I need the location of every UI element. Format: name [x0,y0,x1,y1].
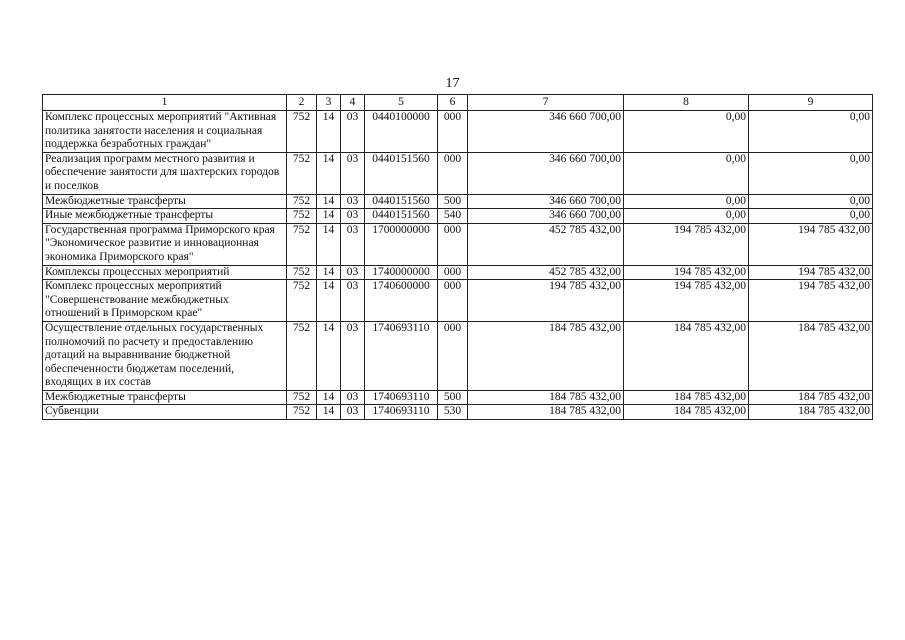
row-name: Межбюджетные трансферты [43,194,287,209]
cell-expense-type: 500 [438,390,468,405]
cell-target-item: 0440151560 [365,152,438,194]
cell-target-item: 1740693110 [365,321,438,390]
cell-amount-col8: 184 785 432,00 [624,390,749,405]
cell-target-item: 1740693110 [365,390,438,405]
column-header: 5 [365,95,438,111]
cell-ministry: 752 [287,209,317,224]
cell-subsection: 03 [341,405,365,420]
page-number: 17 [445,76,460,91]
cell-amount-col8: 0,00 [624,111,749,153]
cell-amount-col7: 346 660 700,00 [468,111,624,153]
cell-amount-col8: 0,00 [624,209,749,224]
cell-expense-type: 000 [438,223,468,265]
column-header: 4 [341,95,365,111]
row-name: Комплексы процессных мероприятий [43,265,287,280]
column-header: 9 [749,95,873,111]
cell-subsection: 03 [341,111,365,153]
cell-ministry: 752 [287,280,317,322]
cell-target-item: 1700000000 [365,223,438,265]
cell-expense-type: 000 [438,321,468,390]
cell-section: 14 [317,209,341,224]
cell-amount-col9: 0,00 [749,152,873,194]
row-name: Комплекс процессных мероприятий "Совершенствование межбюджетных отношений в Приморском крае" [43,280,287,322]
cell-amount-col8: 184 785 432,00 [624,405,749,420]
cell-section: 14 [317,321,341,390]
cell-subsection: 03 [341,152,365,194]
cell-ministry: 752 [287,405,317,420]
row-name: Субвенции [43,405,287,420]
cell-section: 14 [317,223,341,265]
row-name: Иные межбюджетные трансферты [43,209,287,224]
cell-target-item: 0440151560 [365,209,438,224]
column-header: 2 [287,95,317,111]
cell-amount-col8: 194 785 432,00 [624,280,749,322]
table-row [43,280,873,322]
column-header: 3 [317,95,341,111]
cell-section: 14 [317,405,341,420]
table-row [43,209,873,224]
cell-section: 14 [317,111,341,153]
cell-amount-col9: 0,00 [749,194,873,209]
column-header: 8 [624,95,749,111]
cell-amount-col9: 194 785 432,00 [749,265,873,280]
cell-amount-col7: 346 660 700,00 [468,194,624,209]
cell-amount-col8: 0,00 [624,152,749,194]
cell-expense-type: 000 [438,265,468,280]
cell-amount-col7: 346 660 700,00 [468,209,624,224]
table-body [43,111,873,420]
table-row [43,223,873,265]
cell-amount-col8: 0,00 [624,194,749,209]
cell-expense-type: 000 [438,280,468,322]
cell-amount-col9: 184 785 432,00 [749,321,873,390]
cell-amount-col8: 194 785 432,00 [624,223,749,265]
cell-amount-col7: 452 785 432,00 [468,223,624,265]
row-name: Государственная программа Приморского края "Экономическое развитие и инновационная экономика Приморского края" [43,223,287,265]
table-row [43,405,873,420]
cell-subsection: 03 [341,194,365,209]
cell-section: 14 [317,390,341,405]
table-row [43,321,873,390]
cell-expense-type: 500 [438,194,468,209]
cell-amount-col7: 184 785 432,00 [468,390,624,405]
cell-subsection: 03 [341,321,365,390]
cell-amount-col9: 184 785 432,00 [749,390,873,405]
row-name: Реализация программ местного развития и обеспечение занятости для шахтерских городов и поселков [43,152,287,194]
table-row [43,390,873,405]
header-row [43,95,873,111]
table-row [43,265,873,280]
row-name: Осуществление отдельных государственных полномочий по расчету и предоставлению дотаций на выравнивание бюджетной обеспеченности бюджетам поселений, входящих в их состав [43,321,287,390]
cell-amount-col9: 0,00 [749,111,873,153]
table-row [43,194,873,209]
cell-target-item: 0440100000 [365,111,438,153]
cell-subsection: 03 [341,209,365,224]
cell-section: 14 [317,280,341,322]
cell-expense-type: 530 [438,405,468,420]
cell-ministry: 752 [287,390,317,405]
cell-target-item: 1740000000 [365,265,438,280]
cell-amount-col7: 194 785 432,00 [468,280,624,322]
row-name: Межбюджетные трансферты [43,390,287,405]
cell-amount-col9: 194 785 432,00 [749,280,873,322]
cell-target-item: 0440151560 [365,194,438,209]
cell-amount-col9: 184 785 432,00 [749,405,873,420]
cell-target-item: 1740600000 [365,280,438,322]
cell-section: 14 [317,194,341,209]
column-header: 6 [438,95,468,111]
cell-ministry: 752 [287,321,317,390]
cell-expense-type: 540 [438,209,468,224]
cell-ministry: 752 [287,223,317,265]
cell-amount-col9: 0,00 [749,209,873,224]
cell-subsection: 03 [341,390,365,405]
cell-expense-type: 000 [438,152,468,194]
table-row [43,152,873,194]
cell-subsection: 03 [341,280,365,322]
column-header: 7 [468,95,624,111]
cell-subsection: 03 [341,265,365,280]
cell-subsection: 03 [341,223,365,265]
row-name: Комплекс процессных мероприятий "Активная политика занятости населения и социальная поддержка безработных граждан" [43,111,287,153]
column-header: 1 [43,95,287,111]
table-header [43,95,873,111]
cell-target-item: 1740693110 [365,405,438,420]
budget-table [42,94,873,420]
cell-amount-col7: 346 660 700,00 [468,152,624,194]
cell-section: 14 [317,152,341,194]
cell-expense-type: 000 [438,111,468,153]
cell-amount-col9: 194 785 432,00 [749,223,873,265]
cell-amount-col8: 194 785 432,00 [624,265,749,280]
cell-amount-col7: 184 785 432,00 [468,405,624,420]
table-row [43,111,873,153]
cell-ministry: 752 [287,152,317,194]
cell-amount-col8: 184 785 432,00 [624,321,749,390]
cell-ministry: 752 [287,265,317,280]
cell-section: 14 [317,265,341,280]
cell-amount-col7: 184 785 432,00 [468,321,624,390]
cell-amount-col7: 452 785 432,00 [468,265,624,280]
cell-ministry: 752 [287,194,317,209]
cell-ministry: 752 [287,111,317,153]
